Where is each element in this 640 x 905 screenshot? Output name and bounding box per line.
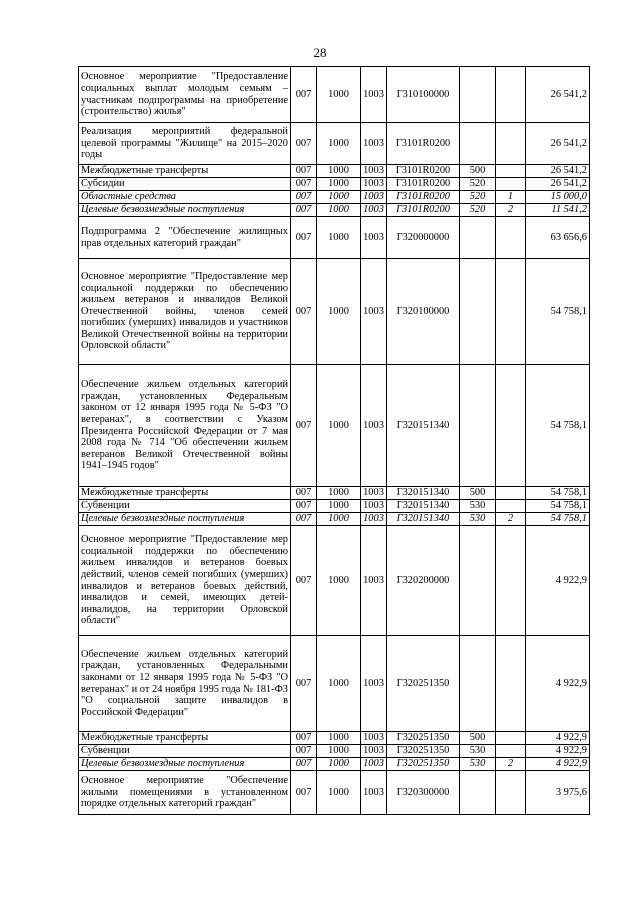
row-target-article: Г320151340 (387, 487, 460, 500)
row-amount: 54 758,1 (526, 487, 590, 500)
row-section-code: 1000 (317, 165, 361, 178)
row-name: Подпрограмма 2 "Обеспечение жилищных прав отдельных категорий граждан" (79, 217, 291, 259)
row-ved-code: 007 (291, 123, 317, 165)
row-source-code: 2 (496, 758, 526, 771)
row-source-code: 2 (496, 204, 526, 217)
row-subsection-code: 1003 (361, 513, 387, 526)
table-row (79, 217, 590, 259)
row-amount: 54 758,1 (526, 365, 590, 487)
row-ved-code: 007 (291, 178, 317, 191)
row-subsection-code: 1003 (361, 365, 387, 487)
row-section-code: 1000 (317, 513, 361, 526)
table-row (79, 204, 590, 217)
row-section-code: 1000 (317, 365, 361, 487)
table-row (79, 500, 590, 513)
row-subsection-code: 1003 (361, 526, 387, 636)
row-amount: 4 922,9 (526, 745, 590, 758)
row-name: Межбюджетные трансферты (79, 487, 291, 500)
row-section-code: 1000 (317, 745, 361, 758)
row-expense-type: 520 (460, 191, 496, 204)
row-target-article: Г3101R0200 (387, 165, 460, 178)
row-source-code (496, 745, 526, 758)
row-target-article: Г320151340 (387, 513, 460, 526)
row-subsection-code: 1003 (361, 259, 387, 365)
row-ved-code: 007 (291, 365, 317, 487)
row-ved-code: 007 (291, 259, 317, 365)
row-target-article: Г3101R0200 (387, 123, 460, 165)
row-expense-type (460, 526, 496, 636)
row-source-code (496, 500, 526, 513)
row-target-article: Г320251350 (387, 636, 460, 732)
row-target-article: Г320151340 (387, 500, 460, 513)
row-ved-code: 007 (291, 636, 317, 732)
row-name: Основное мероприятие "Предоставление социальных выплат молодым семьям – участникам подпрограммы на приобретение (строительство) жилья" (79, 67, 291, 123)
row-target-article: Г320151340 (387, 365, 460, 487)
row-target-article: Г3101R0200 (387, 204, 460, 217)
budget-table (78, 66, 590, 815)
row-subsection-code: 1003 (361, 217, 387, 259)
row-source-code (496, 217, 526, 259)
row-source-code (496, 259, 526, 365)
table-row (79, 365, 590, 487)
row-section-code: 1000 (317, 636, 361, 732)
row-source-code (496, 123, 526, 165)
row-expense-type (460, 771, 496, 815)
row-section-code: 1000 (317, 487, 361, 500)
row-expense-type (460, 67, 496, 123)
table-row (79, 771, 590, 815)
row-expense-type: 520 (460, 178, 496, 191)
row-source-code (496, 487, 526, 500)
row-amount: 26 541,2 (526, 178, 590, 191)
row-amount: 63 656,6 (526, 217, 590, 259)
row-name: Основное мероприятие "Обеспечение жилыми помещениями в установленном порядке отдельных категорий граждан" (79, 771, 291, 815)
row-ved-code: 007 (291, 67, 317, 123)
row-ved-code: 007 (291, 771, 317, 815)
row-ved-code: 007 (291, 204, 317, 217)
row-section-code: 1000 (317, 526, 361, 636)
row-section-code: 1000 (317, 259, 361, 365)
row-amount: 3 975,6 (526, 771, 590, 815)
row-subsection-code: 1003 (361, 771, 387, 815)
row-source-code (496, 771, 526, 815)
row-amount: 26 541,2 (526, 67, 590, 123)
row-expense-type (460, 365, 496, 487)
row-name: Целевые безвозмездные поступления (79, 513, 291, 526)
row-subsection-code: 1003 (361, 191, 387, 204)
table-row (79, 178, 590, 191)
row-source-code (496, 178, 526, 191)
row-expense-type: 530 (460, 758, 496, 771)
row-source-code (496, 636, 526, 732)
row-amount: 4 922,9 (526, 636, 590, 732)
row-name: Обеспечение жильем отдельных категорий граждан, установленных Федеральным законом от 12 января 1995 года № 5-ФЗ "О ветеранах", в соответствии с Указом Президента Российской Федерации от 7 мая 2008 года № 714 "Об обеспечении жильем ветеранов Великой Отечественной войны 1941–1945 годов" (79, 365, 291, 487)
row-subsection-code: 1003 (361, 165, 387, 178)
row-source-code (496, 526, 526, 636)
row-target-article: Г320100000 (387, 259, 460, 365)
row-amount: 4 922,9 (526, 758, 590, 771)
table-row (79, 526, 590, 636)
row-expense-type (460, 259, 496, 365)
row-section-code: 1000 (317, 123, 361, 165)
table-row (79, 745, 590, 758)
row-ved-code: 007 (291, 191, 317, 204)
row-expense-type (460, 217, 496, 259)
row-section-code: 1000 (317, 67, 361, 123)
row-target-article: Г320251350 (387, 745, 460, 758)
row-section-code: 1000 (317, 500, 361, 513)
row-source-code: 2 (496, 513, 526, 526)
row-subsection-code: 1003 (361, 123, 387, 165)
row-name: Обеспечение жильем отдельных категорий граждан, установленных Федеральными законами от 12 января 1995 года № 5-ФЗ "О ветеранах" и от 24 ноября 1995 года № 181-ФЗ "О социальной защите инвалидов в Российской Федерации" (79, 636, 291, 732)
row-subsection-code: 1003 (361, 745, 387, 758)
row-name: Основное мероприятие "Предоставление мер социальной поддержки по обеспечению жильем инвалидов и ветеранов боевых действий, членов семей погибших (умерших) инвалидов и ветеранов боевых действий, инвалидов и семей, имеющих детей-инвалидов, на территории Орловской области" (79, 526, 291, 636)
row-amount: 54 758,1 (526, 500, 590, 513)
row-ved-code: 007 (291, 758, 317, 771)
table-row (79, 67, 590, 123)
row-amount: 4 922,9 (526, 732, 590, 745)
row-subsection-code: 1003 (361, 500, 387, 513)
row-amount: 54 758,1 (526, 259, 590, 365)
row-ved-code: 007 (291, 165, 317, 178)
row-ved-code: 007 (291, 487, 317, 500)
row-subsection-code: 1003 (361, 178, 387, 191)
budget-table-body (79, 67, 590, 815)
row-expense-type (460, 636, 496, 732)
row-subsection-code: 1003 (361, 487, 387, 500)
row-expense-type: 500 (460, 487, 496, 500)
row-section-code: 1000 (317, 732, 361, 745)
row-section-code: 1000 (317, 217, 361, 259)
row-section-code: 1000 (317, 771, 361, 815)
row-name: Субвенции (79, 500, 291, 513)
row-subsection-code: 1003 (361, 732, 387, 745)
row-name: Реализация мероприятий федеральной целевой программы "Жилище" на 2015–2020 годы (79, 123, 291, 165)
row-target-article: Г320251350 (387, 758, 460, 771)
row-name: Субвенции (79, 745, 291, 758)
row-ved-code: 007 (291, 217, 317, 259)
row-ved-code: 007 (291, 513, 317, 526)
row-section-code: 1000 (317, 204, 361, 217)
row-target-article: Г310100000 (387, 67, 460, 123)
row-ved-code: 007 (291, 526, 317, 636)
table-row (79, 259, 590, 365)
row-expense-type: 530 (460, 513, 496, 526)
row-name: Межбюджетные трансферты (79, 732, 291, 745)
row-expense-type: 530 (460, 745, 496, 758)
row-name: Целевые безвозмездные поступления (79, 204, 291, 217)
row-amount: 15 000,0 (526, 191, 590, 204)
row-ved-code: 007 (291, 745, 317, 758)
row-name: Межбюджетные трансферты (79, 165, 291, 178)
table-row (79, 191, 590, 204)
row-source-code (496, 165, 526, 178)
row-amount: 26 541,2 (526, 165, 590, 178)
table-row (79, 732, 590, 745)
row-name: Целевые безвозмездные поступления (79, 758, 291, 771)
page-number: 28 (313, 45, 327, 60)
row-amount: 11 541,2 (526, 204, 590, 217)
row-target-article: Г3101R0200 (387, 178, 460, 191)
row-amount: 54 758,1 (526, 513, 590, 526)
row-target-article: Г3101R0200 (387, 191, 460, 204)
row-target-article: Г320000000 (387, 217, 460, 259)
row-amount: 26 541,2 (526, 123, 590, 165)
row-expense-type: 520 (460, 204, 496, 217)
row-name: Субсидии (79, 178, 291, 191)
row-subsection-code: 1003 (361, 204, 387, 217)
row-subsection-code: 1003 (361, 67, 387, 123)
table-row (79, 758, 590, 771)
table-row (79, 636, 590, 732)
row-target-article: Г320200000 (387, 526, 460, 636)
row-target-article: Г320300000 (387, 771, 460, 815)
row-subsection-code: 1003 (361, 636, 387, 732)
row-expense-type: 500 (460, 732, 496, 745)
row-source-code (496, 732, 526, 745)
table-row (79, 123, 590, 165)
row-source-code (496, 365, 526, 487)
row-source-code (496, 67, 526, 123)
row-subsection-code: 1003 (361, 758, 387, 771)
row-expense-type: 530 (460, 500, 496, 513)
row-name: Областные средства (79, 191, 291, 204)
row-section-code: 1000 (317, 758, 361, 771)
row-section-code: 1000 (317, 191, 361, 204)
table-row (79, 487, 590, 500)
row-name: Основное мероприятие "Предоставление мер социальной поддержки по обеспечению жильем ветеранов и инвалидов Великой Отечественной войны, членов семей погибших (умерших) инвалидов и участников Великой Отечественной войны на территории Орловской области" (79, 259, 291, 365)
table-row (79, 513, 590, 526)
row-expense-type: 500 (460, 165, 496, 178)
row-ved-code: 007 (291, 500, 317, 513)
table-row (79, 165, 590, 178)
row-target-article: Г320251350 (387, 732, 460, 745)
row-ved-code: 007 (291, 732, 317, 745)
row-section-code: 1000 (317, 178, 361, 191)
row-source-code: 1 (496, 191, 526, 204)
row-expense-type (460, 123, 496, 165)
row-amount: 4 922,9 (526, 526, 590, 636)
